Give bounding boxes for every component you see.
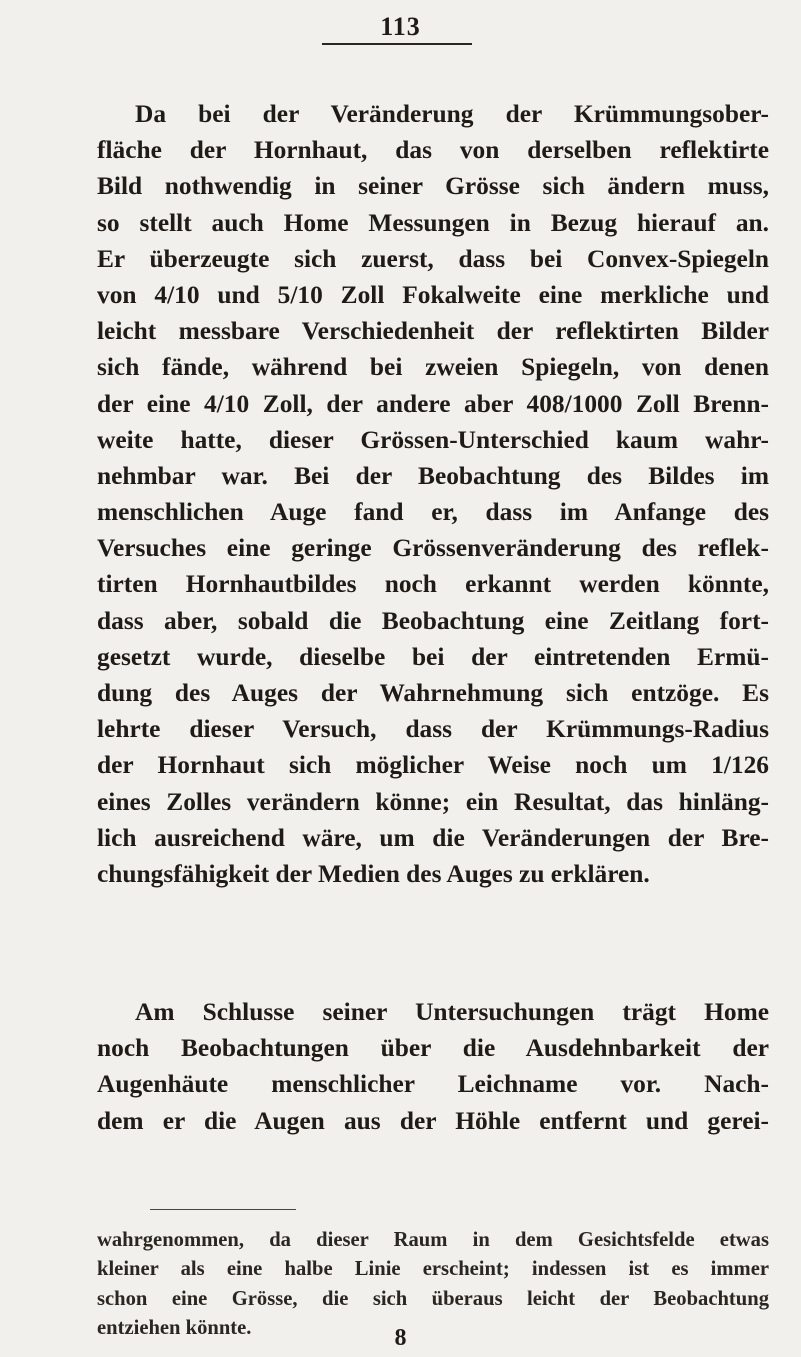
text-line: noch Beobachtungen über die Ausdehnbarkeit der (97, 1034, 769, 1063)
paragraph-2 (97, 994, 769, 1139)
signature-mark: 8 (394, 1325, 407, 1351)
text-line: nehmbar war. Bei der Beobachtung des Bildes im (97, 461, 769, 490)
text-line: der eine 4/10 Zoll, der andere aber 408/1000 Zoll Brenn- (97, 389, 769, 418)
text-line: lich ausreichend wäre, um die Veränderungen der Bre- (97, 823, 769, 852)
text-line: menschlichen Auge fand er, dass im Anfange des (97, 498, 769, 527)
text-line: Er überzeugte sich zuerst, dass bei Convex-Spiegeln (97, 244, 769, 273)
text-line: tirten Hornhautbildes noch erkannt werden könnte, (97, 570, 769, 599)
text-line: lehrte dieser Versuch, dass der Krümmungs-Radius (97, 715, 769, 744)
text-line: so stellt auch Home Messungen in Bezug hierauf an. (97, 208, 769, 237)
text-line: dem er die Augen aus der Höhle entfernt und gerei- (97, 1106, 769, 1135)
text-line: Augenhäute menschlicher Leichname vor. Nach- (97, 1070, 769, 1099)
footnote-line: kleiner als eine halbe Linie erscheint; indessen ist es immer (97, 1258, 769, 1281)
text-line: Versuches eine geringe Grössenveränderung des reflek- (97, 534, 769, 563)
text-line: sich fände, während bei zweien Spiegeln, von denen (97, 353, 769, 382)
text-line: dass aber, sobald die Beobachtung eine Zeitlang fort- (97, 606, 769, 635)
text-line: weite hatte, dieser Grössen-Unterschied kaum wahr- (97, 425, 769, 454)
text-line: Bild nothwendig in seiner Grösse sich ändern muss, (97, 172, 769, 201)
text-line: Da bei der Veränderung der Krümmungsober- (135, 100, 769, 128)
footnote-line: wahrgenommen, da dieser Raum in dem Gesichtsfelde etwas (97, 1229, 769, 1251)
footnote-line: schon eine Grösse, die sich überaus leicht der Beobachtung (97, 1287, 769, 1310)
text-line: dung des Auges der Wahrnehmung sich entzöge. Es (97, 679, 769, 707)
page-number: 113 (380, 12, 421, 41)
footnote-rule (150, 1209, 296, 1210)
header-rule (322, 43, 472, 45)
paragraph-1 (97, 96, 769, 892)
text-line: Am Schlusse seiner Untersuchungen trägt Home (135, 998, 769, 1026)
text-line: von 4/10 und 5/10 Zoll Fokalweite eine merkliche und (97, 280, 769, 309)
text-line: leicht messbare Verschiedenheit der reflektirten Bilder (97, 317, 769, 346)
text-line: eines Zolles verändern könne; ein Resultat, das hinläng- (97, 787, 769, 816)
text-line: gesetzt wurde, dieselbe bei der eintretenden Ermü- (97, 642, 769, 671)
text-line: fläche der Hornhaut, das von derselben reflektirte (97, 136, 769, 165)
text-line: chungsfähigkeit der Medien des Auges zu erklären. (97, 859, 650, 888)
footnote-line: entziehen könnte. (97, 1317, 252, 1340)
text-line: der Hornhaut sich möglicher Weise noch um 1/126 (97, 751, 769, 780)
